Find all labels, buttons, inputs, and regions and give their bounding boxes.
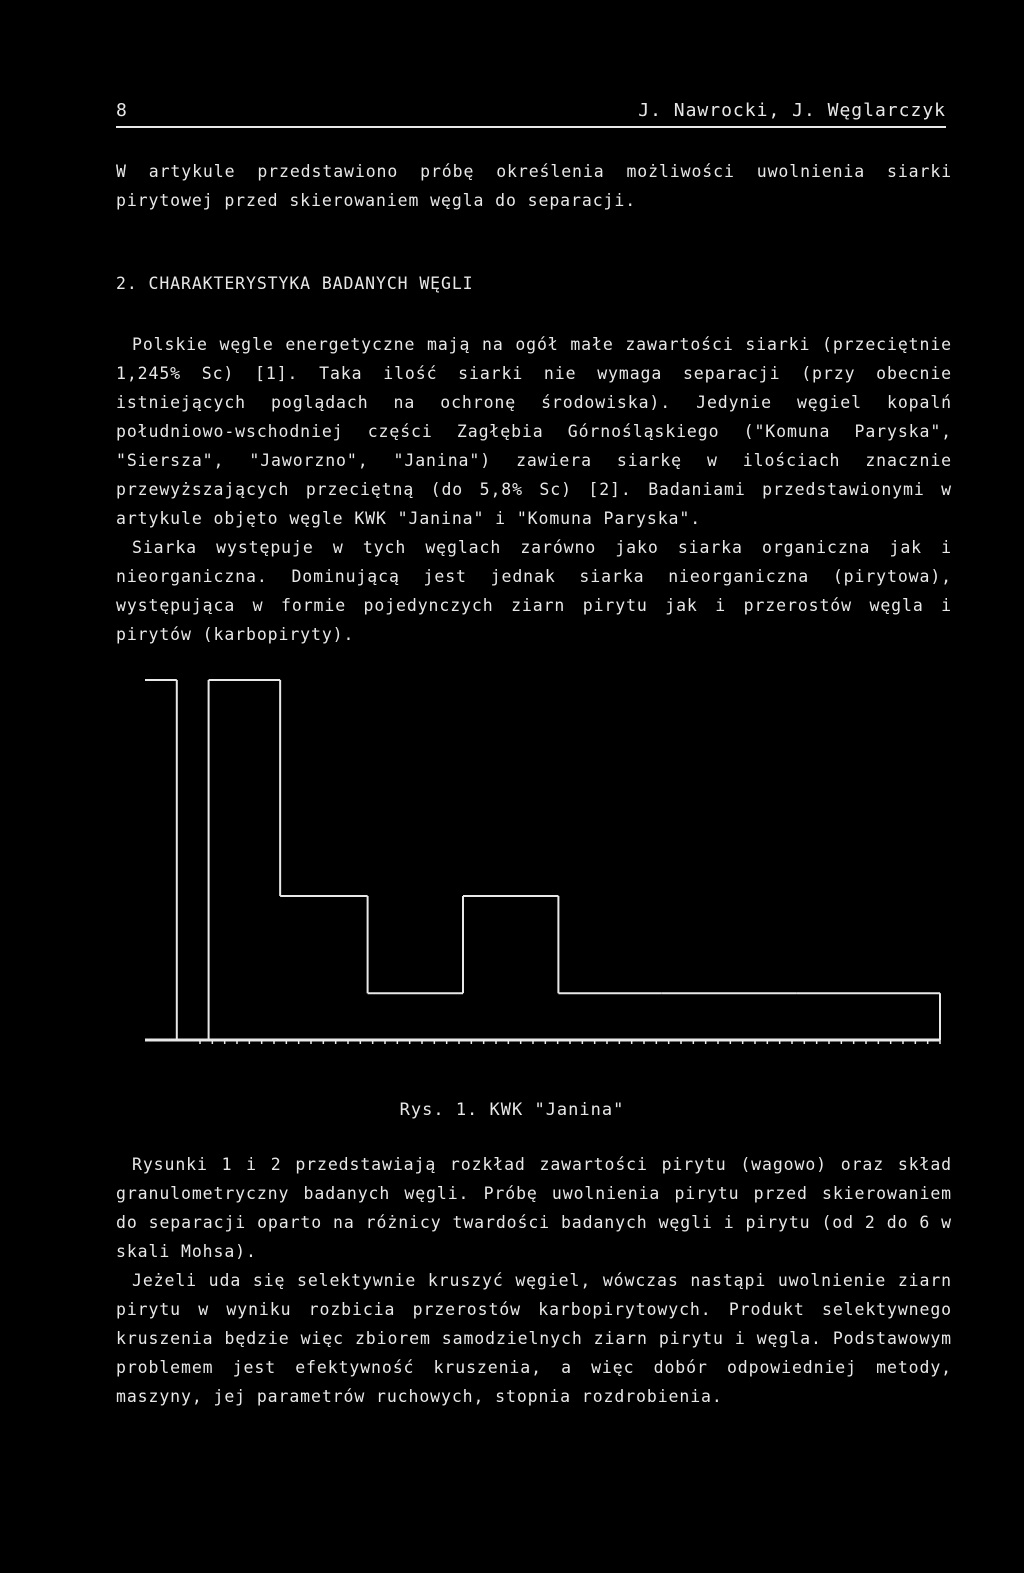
section-paragraph-2: Siarka występuje w tych węglach zarówno jako siarka organiczna jak i nieorganiczna. Dominującą jest jednak siarka nieorganiczna (pirytowa), występująca w formie pojedynczych ziarn pirytu jak i przerostów węgla i pirytów (karbopiryty). <box>116 538 952 644</box>
header-rule <box>116 126 946 128</box>
intro-block <box>116 157 952 215</box>
closing-paragraph-1: Rysunki 1 i 2 przedstawiają rozkład zawartości pirytu (wagowo) oraz skład granulometryczny badanych węgli. Próbę uwolnienia pirytu przed skierowaniem do separacji oparto na różnicy twardości badanych węgli i pirytu (od 2 do 6 w skali Mohsa). <box>116 1155 952 1261</box>
figure-step-plot <box>0 660 1024 1080</box>
closing-body <box>116 1150 952 1411</box>
figure-marks <box>145 680 940 1044</box>
closing-paragraph-2: Jeżeli uda się selektywnie kruszyć węgiel, wówczas nastąpi uwolnienie ziarn pirytu w wyniku rozbicia przerostów karbopirytowych. Produkt selektywnego kruszenia będzie więc zbiorem samodzielnych ziarn pirytu i węgla. Podstawowym problemem jest efektywność kruszenia, a więc dobór odpowiedniej metody, maszyny, jej parametrów ruchowych, stopnia rozdrobienia. <box>116 1271 952 1406</box>
section-paragraph-1: Polskie węgle energetyczne mają na ogół małe zawartości siarki (przeciętnie 1,245% Sc) [1]. Taka ilość siarki nie wymaga separacji (przy obecnie istniejących poglądach na ochronę środowiska). Jedynie węgiel kopalń południowo-wschodniej części Zagłębia Górnośląskiego ("Komuna Paryska", "Siersza", "Jaworzno", "Janina") zawiera siarkę w ilościach znacznie przewyższających przeciętną (do 5,8% Sc) [2]. Badaniami przedstawionymi w artykule objęto węgle KWK "Janina" i "Komuna Paryska". <box>116 335 952 528</box>
page-number: 8 <box>116 100 128 121</box>
section-title: 2. CHARAKTERYSTYKA BADANYCH WĘGLI <box>116 274 474 293</box>
intro-paragraph: W artykule przedstawiono próbę określenia możliwości uwolnienia siarki pirytowej przed skierowaniem węgla do separacji. <box>116 162 952 210</box>
figure-caption: Rys. 1. KWK "Janina" <box>399 1100 625 1120</box>
running-header <box>116 100 946 126</box>
section-body <box>116 330 952 649</box>
header-authors: J. Nawrocki, J. Węglarczyk <box>638 100 946 121</box>
